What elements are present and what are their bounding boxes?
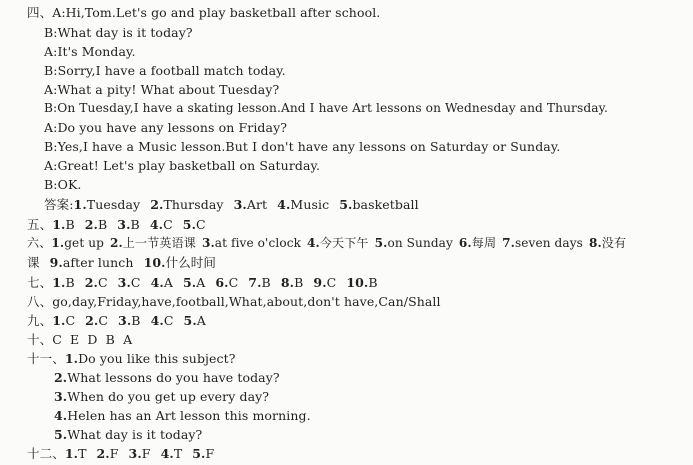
item-number: 5. [54, 427, 68, 442]
section6-line-1 [27, 234, 626, 253]
item-answer: C [130, 275, 141, 290]
item-answer: Do you like this subject? [78, 351, 236, 366]
item-answer: C [163, 313, 174, 328]
section8-line: 八、go,day,Friday,have,football,What,about,don't have,Can/Shall [27, 294, 441, 309]
answer-number: 4. [277, 197, 291, 212]
item-number: 6. [215, 275, 229, 290]
item-answer: T [173, 446, 183, 461]
item-number: 4. [150, 275, 164, 290]
item-answer: 每周 [471, 236, 497, 250]
item-answer: 上一节英语课 [122, 236, 196, 250]
section12-line [27, 444, 214, 463]
section11-line-1 [27, 349, 236, 368]
item-number: 9. [49, 255, 63, 270]
section4-line-8: B:Yes,I have a Music lesson.But I don't have any lessons on Saturday or Sunday. [44, 139, 561, 154]
section-label: 五、 [27, 217, 53, 232]
answer-number: 5. [339, 197, 353, 212]
section4-line-7: A:Do you have any lessons on Friday? [44, 120, 288, 135]
section4-line-10: B:OK. [44, 177, 82, 192]
section-label: 十一、 [27, 351, 65, 366]
section11-line-5 [54, 425, 202, 444]
section6-line-2 [27, 253, 216, 272]
item-answer: C [65, 313, 76, 328]
answer-text: basketball [352, 197, 419, 212]
item-answer: C [326, 275, 337, 290]
item-answer: F [205, 446, 215, 461]
answer-text: Music [290, 197, 330, 212]
item-number: 1. [64, 446, 79, 461]
item-number: 3. [201, 236, 215, 250]
item-number: 5. [182, 275, 197, 290]
item-answer: Helen has an Art lesson this morning. [67, 408, 311, 423]
section5-line [27, 215, 206, 234]
answer-label: 答案: [44, 197, 74, 212]
item-answer: What lessons do you have today? [67, 370, 280, 385]
item-number: 3. [128, 446, 142, 461]
item-answer: A [163, 275, 173, 290]
item-answer: B [98, 217, 108, 232]
item-number: 2. [84, 217, 98, 232]
section11-line-4 [54, 406, 311, 425]
section10-line: 十、C E D B A [27, 332, 133, 347]
item-answer: B [294, 275, 304, 290]
item-number: 4. [307, 236, 320, 250]
item-answer: 什么时间 [165, 255, 217, 270]
item-answer: T [78, 446, 87, 461]
section4-line-9: A:Great! Let's play basketball on Saturday. [44, 158, 321, 173]
item-answer: F [109, 446, 119, 461]
item-answer: get up [64, 236, 104, 250]
section4-line-3: A:It's Monday. [44, 44, 136, 59]
item-answer: B [65, 217, 75, 232]
item-number: 2. [109, 236, 123, 250]
item-answer: B [131, 313, 141, 328]
section4-line-1: 四、A:Hi,Tom.Let's go and play basketball after school. [27, 5, 381, 20]
item-number: 1. [64, 351, 79, 366]
item-answer: B [368, 275, 378, 290]
section-label: 七、 [27, 275, 53, 290]
item-answer: seven days [514, 236, 583, 250]
item-number: 2. [84, 275, 98, 290]
item-answer: A [196, 313, 206, 328]
item-number: 5. [192, 446, 206, 461]
item-number: 4. [160, 446, 174, 461]
section-label: 九、 [27, 313, 53, 328]
answer-text: Tuesday [86, 197, 141, 212]
item-answer: B [130, 217, 140, 232]
item-answer: 今天下午 [319, 236, 369, 250]
item-number: 1. [52, 217, 66, 232]
section9-line [27, 311, 206, 330]
answer-number: 3. [233, 197, 247, 212]
item-number: 10. [143, 255, 166, 270]
item-number: 4. [150, 313, 164, 328]
continuation-text: 课 [27, 255, 40, 270]
section11-line-3 [54, 387, 269, 406]
item-number: 5. [183, 313, 197, 328]
item-number: 9. [313, 275, 327, 290]
item-number: 2. [96, 446, 110, 461]
item-number: 5. [374, 236, 388, 250]
item-number: 6. [458, 236, 472, 250]
item-number: 8. [280, 275, 295, 290]
section4-line-5: A:What a pity! What about Tuesday? [44, 82, 280, 97]
item-answer: B [261, 275, 271, 290]
item-answer: F [141, 446, 151, 461]
section7-line [27, 273, 378, 292]
answer-text: Thursday [163, 197, 224, 212]
item-number: 3. [118, 313, 132, 328]
item-number: 1. [51, 236, 65, 250]
item-number: 2. [85, 313, 99, 328]
item-number: 7. [248, 275, 262, 290]
item-number: 8. [588, 236, 602, 250]
item-number: 1. [52, 313, 66, 328]
section4-line-6: B:On Tuesday,I have a skating lesson.And I have Art lessons on Wednesday and Thursday. [44, 101, 608, 115]
item-answer: What day is it today? [67, 427, 203, 442]
item-answer: C [196, 217, 206, 232]
section4-answers [44, 195, 419, 214]
answer-text: Art [246, 197, 268, 212]
item-answer: on Sunday [387, 236, 453, 250]
item-answer: 没有 [601, 236, 627, 250]
item-number: 3. [54, 389, 68, 404]
item-answer: C [228, 275, 239, 290]
item-number: 4. [149, 217, 164, 232]
item-answer: A [196, 275, 206, 290]
section4-line-4: B:Sorry,I have a football match today. [44, 63, 286, 78]
item-number: 10. [346, 275, 369, 290]
answer-number: 2. [150, 197, 164, 212]
item-answer: at five o'clock [214, 236, 302, 250]
item-number: 7. [502, 236, 515, 250]
item-answer: C [98, 275, 108, 290]
section11-line-2 [54, 368, 280, 387]
section-label: 十二、 [27, 446, 65, 461]
item-number: 1. [52, 275, 66, 290]
item-number: 4. [54, 408, 68, 423]
item-number: 3. [117, 275, 131, 290]
item-number: 5. [182, 217, 197, 232]
item-answer: C [163, 217, 173, 232]
item-number: 2. [54, 370, 68, 385]
item-answer: When do you get up every day? [67, 389, 270, 404]
section4-line-2: B:What day is it today? [44, 25, 193, 40]
item-answer: C [98, 313, 109, 328]
item-answer: B [65, 275, 75, 290]
item-number: 3. [117, 217, 131, 232]
section-label: 六、 [27, 236, 52, 250]
answer-number: 1. [73, 197, 87, 212]
item-answer: after lunch [62, 255, 134, 270]
